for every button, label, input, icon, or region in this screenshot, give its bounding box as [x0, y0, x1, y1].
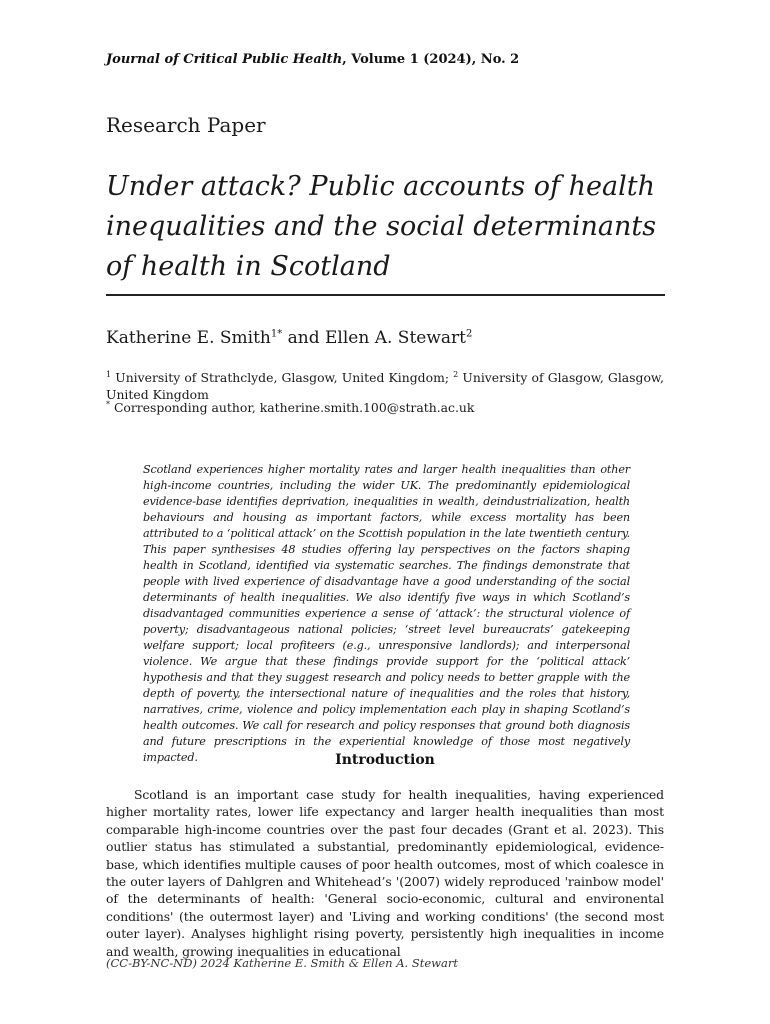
license-footer: (CC-BY-NC-ND) 2024 Katherine E. Smith & Ellen A. Stewart	[106, 956, 458, 970]
author-name: Ellen A. Stewart	[325, 328, 466, 348]
affiliation-marker: 1	[106, 370, 112, 379]
body-paragraph: Scotland is an important case study for health inequalities, having experienced higher mortality rates, lower life expectancy and larger health inequalities than most comparable high-income countries over the past four decades (Grant et al. 2023). This outlier status has stimulated a substantial, predominantly epidemiological, evidence-base, which identifies multiple causes of poor health outcomes, most of which coalesce in the outer layers of Dahlgren and Whitehead’s '(2007) widely reproduced 'rainbow model' of the determinants of health: 'General socio-economic, cultural and environental conditions' (the outermost layer) and 'Living and working conditions' (the second most outer layer). Analyses highlight rising poverty, persistently high inequalities in income and wealth, growing inequalities in educational	[106, 787, 664, 959]
title-divider	[106, 294, 665, 296]
journal-volume-issue: , Volume 1 (2024), No. 2	[342, 52, 520, 67]
paper-title: Under attack? Public accounts of health inequalities and the social determinants of health in Scotland	[106, 171, 657, 282]
corresponding-author-text: Corresponding author, katherine.smith.100@strath.ac.uk	[110, 400, 475, 416]
affiliation-text: University of Glasgow, Glasgow, United Kingdom	[106, 370, 664, 403]
affiliation-marker: 2	[453, 370, 459, 379]
journal-header	[106, 52, 519, 67]
author-list	[106, 328, 472, 348]
author-connector: and	[282, 328, 326, 348]
corresponding-marker: *	[106, 400, 110, 409]
section-heading: Introduction	[335, 752, 435, 768]
author-name: Katherine E. Smith	[106, 328, 271, 348]
affiliation-marker: 2	[465, 328, 473, 340]
affiliation-text: University of Strathclyde, Glasgow, United Kingdom;	[111, 370, 454, 386]
journal-name: Journal of Critical Public Health	[106, 52, 343, 67]
abstract: Scotland experiences higher mortality rates and larger health inequalities than other high-income countries, including the wider UK. The predominantly epidemiological evidence-base identifies deprivation, inequalities in wealth, deindustrialization, health behaviours and housing as important factors, while excess mortality has been attributed to a ‘political attack’ on the Scottish population in the late twentieth century. This paper synthesises 48 studies offering lay perspectives on the factors shaping health in Scotland, identified via systematic searches. The findings demonstrate that people with lived experience of disadvantage have a good understanding of the social determinants of health inequalities. We also identify five ways in which Scotland’s disadvantaged communities experience a sense of ‘attack’: the structural violence of poverty; disadvantageous national policies; ‘street level bureaucrats’ gatekeeping welfare support; local profiteers (e.g., unresponsive landlords); and interpersonal violence. We argue that these findings provide support for the ‘political attack’ hypothesis and that they suggest research and policy needs to better grapple with the depth of poverty, the intersectional nature of inequalities and the roles that history, narratives, crime, violence and policy implementation each play in shaping Scotland’s health outcomes. We call for research and policy responses that ground both diagnosis and future prescriptions in the experiential knowledge of those most negatively impacted.	[143, 463, 630, 764]
corresponding-author	[106, 400, 474, 415]
affiliation-marker: 1*	[270, 328, 283, 340]
affiliations	[106, 366, 664, 403]
article-type-label: Research Paper	[106, 113, 266, 137]
